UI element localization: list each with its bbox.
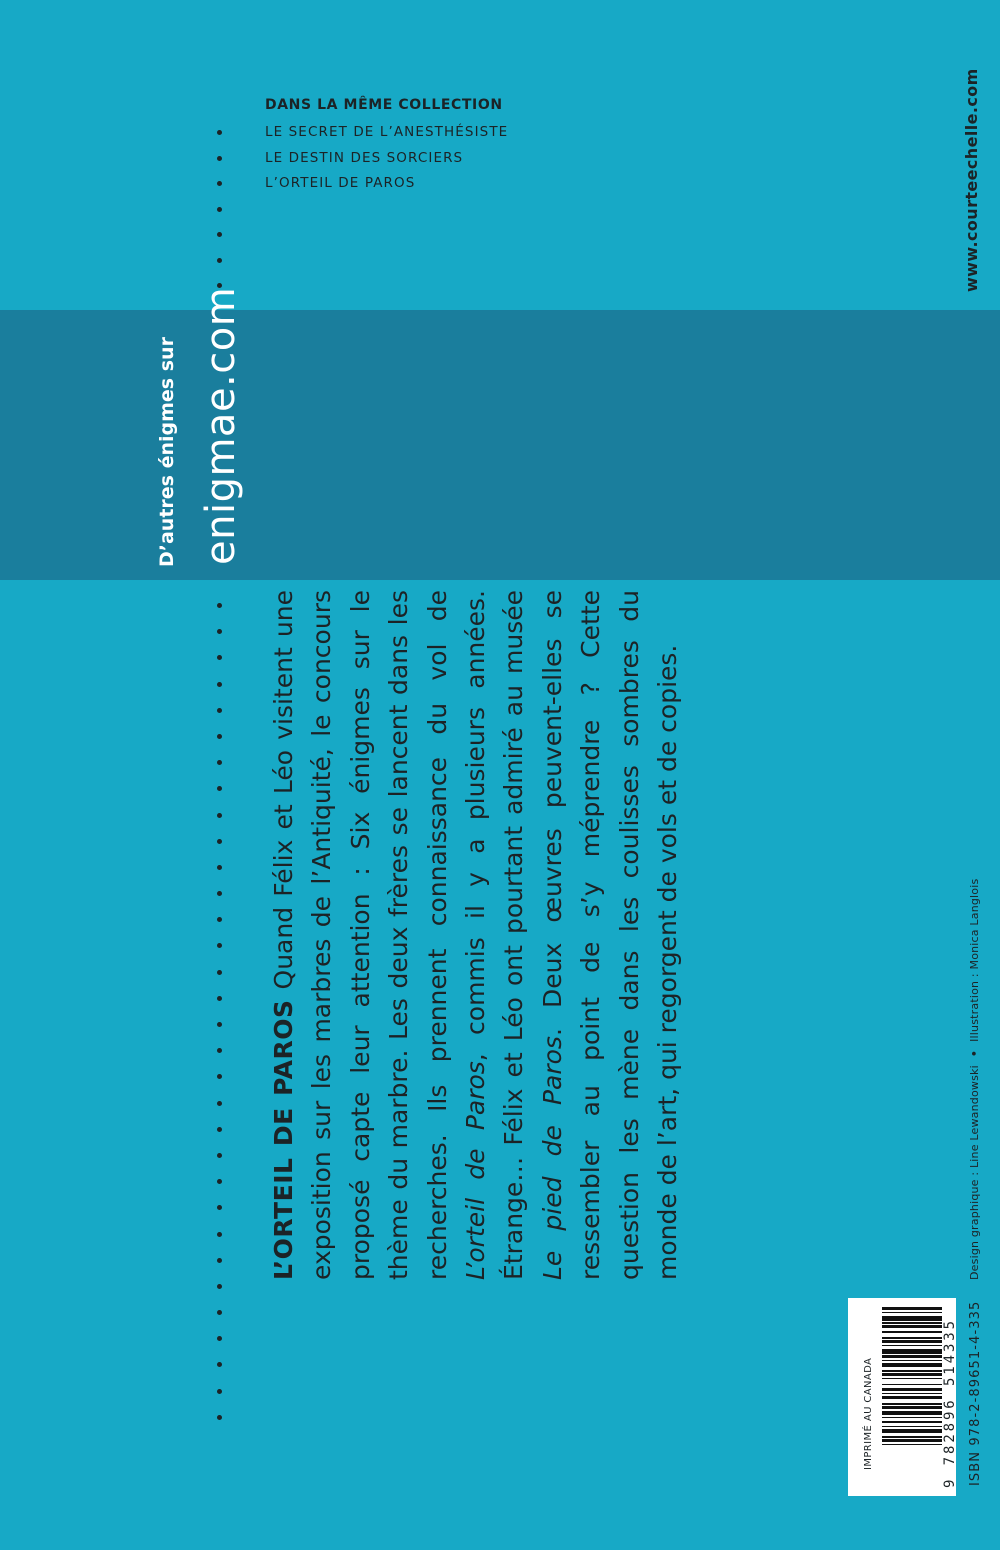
dot	[217, 1310, 222, 1315]
barcode-bar	[882, 1345, 942, 1347]
dot	[217, 1179, 222, 1184]
dot	[217, 1232, 222, 1237]
dot	[217, 1284, 222, 1289]
dot	[217, 258, 222, 263]
barcode-bar	[882, 1331, 942, 1333]
dot	[217, 786, 222, 791]
barcode-bar	[882, 1370, 942, 1372]
barcode-bar	[882, 1378, 942, 1380]
dot	[217, 1389, 222, 1394]
design-credit: Design graphique : Line Lewandowski	[968, 1065, 981, 1280]
blurb-italic-title: L’orteil de Paros	[461, 1061, 491, 1280]
dot	[217, 1101, 222, 1106]
blurb-text: , commis il y a plusieurs années. Étrange… Félix et Léo ont pourtant admiré au musée	[461, 590, 529, 1280]
barcode	[882, 1307, 942, 1489]
dot	[217, 1415, 222, 1420]
book-blurb	[265, 590, 687, 1280]
dot	[217, 943, 222, 948]
barcode-bar	[882, 1411, 942, 1416]
dot	[217, 181, 222, 186]
barcode-bar	[882, 1355, 942, 1358]
isbn-label: ISBN 978-2-89651-4-335	[968, 1300, 983, 1486]
collection-list	[265, 97, 585, 197]
dot	[217, 1074, 222, 1079]
barcode-bar	[882, 1393, 942, 1395]
dot	[217, 760, 222, 765]
dot	[217, 232, 222, 237]
barcode-bar	[882, 1429, 942, 1434]
barcode-bar	[882, 1388, 942, 1391]
dot	[217, 130, 222, 135]
barcode-bar	[882, 1349, 942, 1354]
website-url: www.courteechelle.com	[962, 68, 981, 292]
dot	[217, 734, 222, 739]
dot	[217, 996, 222, 1001]
barcode-bar	[882, 1360, 942, 1362]
dot	[217, 1258, 222, 1263]
dot	[217, 156, 222, 161]
barcode-bar	[882, 1363, 942, 1368]
barcode-digits: 9 782896 514335	[942, 1318, 958, 1488]
collection-item: L’ORTEIL DE PAROS	[265, 175, 416, 191]
blurb-text: Quand Félix et Léo visitent une exposition sur les marbres de l’Antiquité, le concours proposé capte leur attention : Six énigmes sur le thème du marbre. Les deux frères se lancent dans les recherches. Ils prennent connaissance du vol de	[269, 590, 452, 1280]
dot	[217, 655, 222, 660]
dot	[217, 839, 222, 844]
promo-line-2: enigmae.com	[198, 286, 244, 565]
blurb-text: . Deux œuvres peuvent-elles se ressembler au point de s’y méprendre ? Cette question les mène dans les coulisses sombres du monde de l’art, qui regorgent de vols et de copies.	[537, 590, 683, 1280]
collection-item: LE SECRET DE L’ANESTHÉSISTE	[265, 124, 509, 140]
barcode-bar	[882, 1396, 942, 1399]
barcode-bar	[882, 1312, 942, 1314]
barcode-bar	[882, 1439, 942, 1442]
dot	[217, 1127, 222, 1132]
dot	[217, 1362, 222, 1367]
barcode-bar	[882, 1316, 942, 1321]
barcode-bar	[882, 1373, 942, 1376]
barcode-bar	[882, 1384, 942, 1386]
printed-in-label: IMPRIMÉ AU CANADA	[863, 1357, 874, 1470]
collection-title: DANS LA MÊME COLLECTION	[265, 97, 503, 113]
dot	[217, 682, 222, 687]
barcode-bar	[882, 1322, 942, 1324]
dot	[217, 1048, 222, 1053]
promo-band	[0, 310, 1000, 580]
barcode-bar	[882, 1426, 942, 1428]
dot	[217, 865, 222, 870]
barcode-bar	[882, 1340, 942, 1343]
dot	[217, 813, 222, 818]
collection-item: LE DESTIN DES SORCIERS	[265, 149, 464, 166]
illustration-credit: Illustration : Monica Langlois	[968, 878, 981, 1042]
dot	[217, 708, 222, 713]
barcode-bar	[882, 1421, 942, 1423]
dot	[217, 917, 222, 922]
barcode-bar	[882, 1444, 942, 1446]
promo-line-1: D’autres énigmes sur	[156, 337, 178, 567]
dot	[217, 207, 222, 212]
dot	[217, 1153, 222, 1158]
barcode-bar	[882, 1417, 942, 1419]
credits	[968, 879, 981, 1280]
dot	[217, 603, 222, 608]
dot	[217, 970, 222, 975]
barcode-bar	[882, 1436, 942, 1438]
dot	[217, 891, 222, 896]
barcode-bar	[882, 1406, 942, 1409]
decorative-dots-bottom	[217, 603, 231, 1441]
dot	[217, 629, 222, 634]
barcode-bar	[882, 1325, 942, 1328]
decorative-dots-top	[217, 130, 231, 309]
dot	[217, 1205, 222, 1210]
bullet-separator: •	[968, 1049, 981, 1058]
barcode-bar	[882, 1307, 942, 1310]
barcode-bar	[882, 1337, 942, 1339]
dot	[217, 1336, 222, 1341]
dot	[217, 1022, 222, 1027]
blurb-italic-title: Le pied de Paros	[537, 1036, 567, 1280]
barcode-bar	[882, 1403, 942, 1405]
book-title: L’ORTEIL DE PAROS	[269, 999, 298, 1280]
